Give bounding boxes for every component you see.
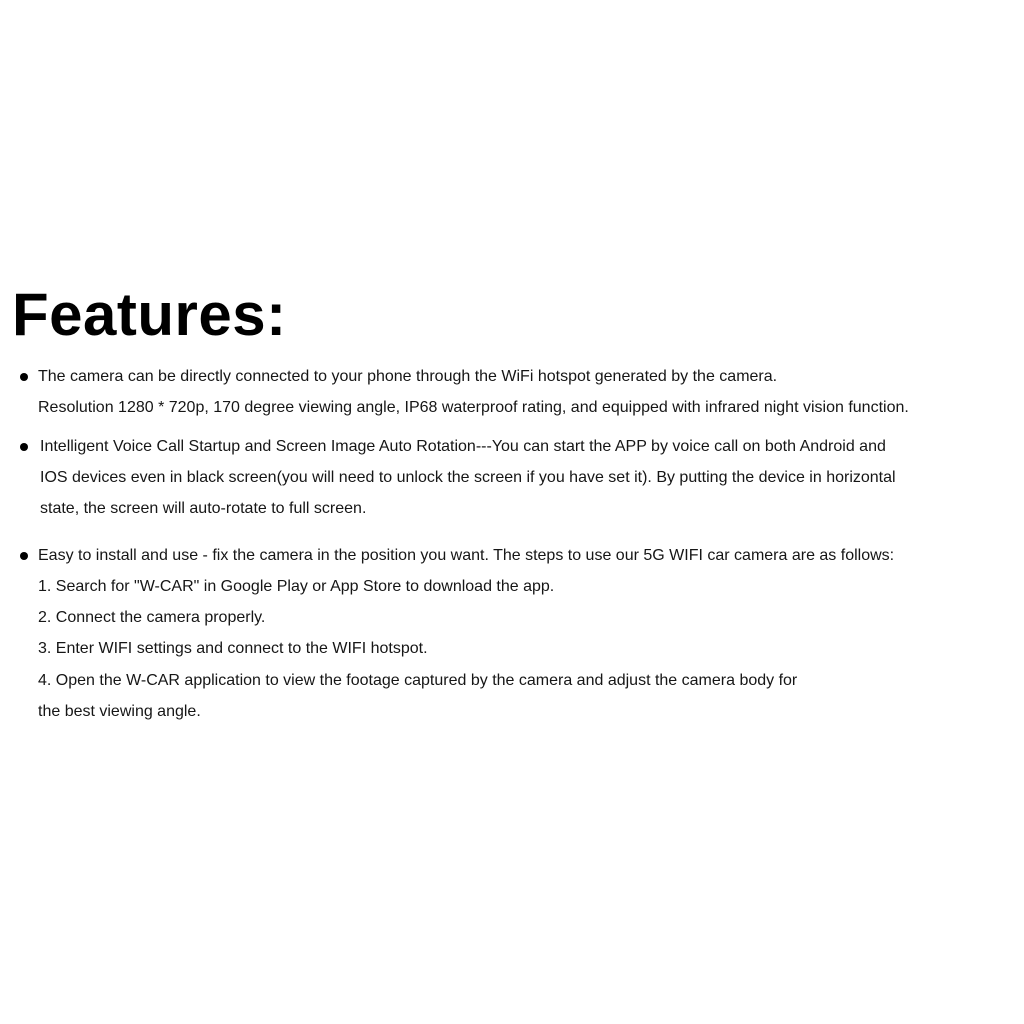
- feature-3-step-4-cont: the best viewing angle.: [38, 703, 201, 720]
- bullet-icon: [20, 552, 28, 560]
- feature-3-step-1: 1. Search for "W-CAR" in Google Play or App Store to download the app.: [38, 578, 555, 595]
- feature-2-line-1: Intelligent Voice Call Startup and Screen Image Auto Rotation---You can start the APP by voice call on both Android and: [40, 438, 886, 455]
- feature-2-line-3: state, the screen will auto-rotate to full screen.: [40, 500, 367, 517]
- feature-3-step-3: 3. Enter WIFI settings and connect to the WIFI hotspot.: [38, 640, 428, 657]
- feature-1-line-1: The camera can be directly connected to your phone through the WiFi hotspot generated by the camera.: [38, 368, 778, 385]
- feature-3-step-4: 4. Open the W-CAR application to view the footage captured by the camera and adjust the camera body for: [38, 672, 798, 689]
- feature-3-line-1: Easy to install and use - fix the camera in the position you want. The steps to use our 5G WIFI car camera are as follows:: [38, 547, 895, 564]
- feature-2-line-2: IOS devices even in black screen(you will need to unlock the screen if you have set it). By putting the device in horizontal: [40, 469, 896, 486]
- feature-3-step-2: 2. Connect the camera properly.: [38, 609, 266, 626]
- feature-1-line-2: Resolution 1280 * 720p, 170 degree viewing angle, IP68 waterproof rating, and equipped with infrared night vision function.: [38, 399, 909, 416]
- bullet-icon: [20, 373, 28, 381]
- page-title: Features:: [12, 281, 287, 348]
- bullet-icon: [20, 443, 28, 451]
